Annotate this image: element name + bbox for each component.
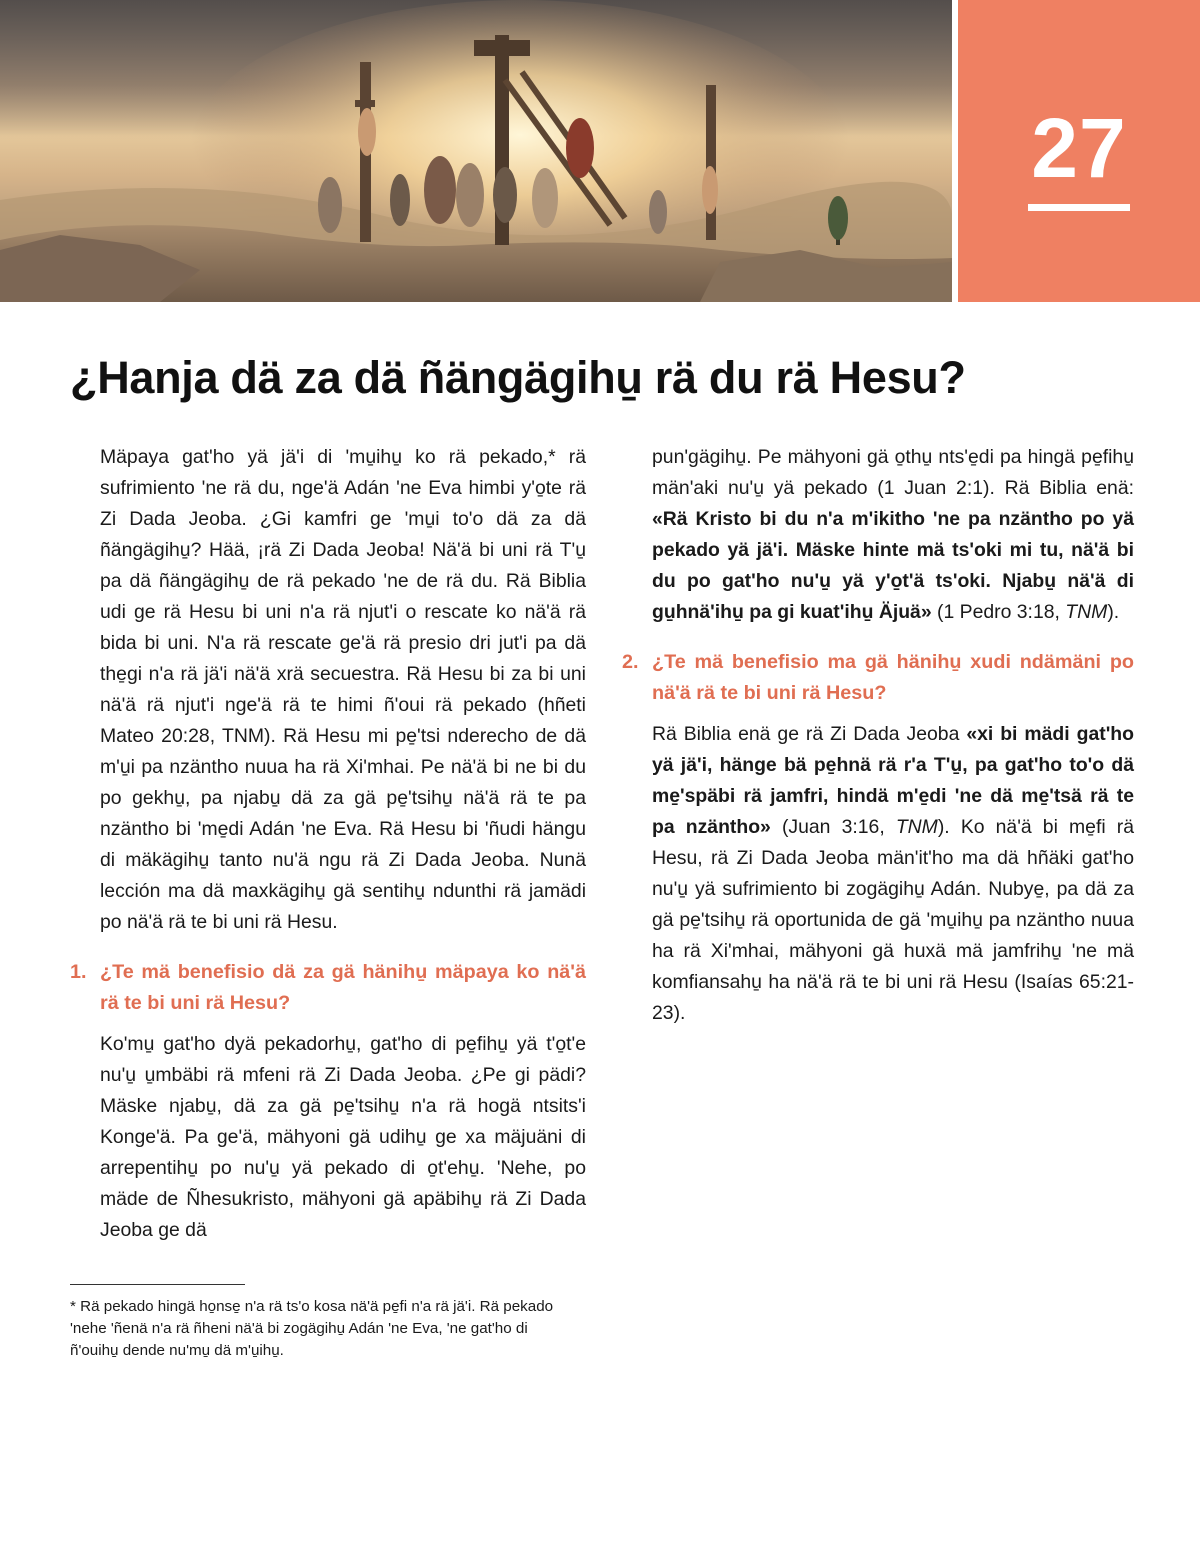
section1-question-text: ¿Te mä benefisio dä za gä hänihu̱ mäpaya ko nä'ä rä te bi uni rä Hesu? [100,961,586,1014]
section2-reference: (Juan 3:16, [770,816,896,838]
section2-answer [652,719,1134,1029]
section1-answer [100,1029,586,1246]
section1-reference: (1 Pedro 3:18, [931,601,1066,623]
section1-bible-quote: «Rä Kristo bi du n'a m'ikitho 'ne pa nzäntho po yä pekado yä jä'i. Mäske hinte mä ts'oki mi tu, nä'ä bi du po gat'ho nu'u̱ yä y'o̱t'ä ts'oki. Njabu̱ nä'ä di gu̱hnä'ihu̱ pa gi kuat'ihu̱ Äjuä» [652,508,1134,623]
section2-number: 2. [622,651,639,673]
intro-paragraph [100,442,586,938]
section2-question-text: ¿Te mä benefisio ma gä hänihu̱ xudi ndämäni po nä'ä rä te bi uni rä Hesu? [652,651,1134,704]
lesson-number-underline [1028,204,1130,211]
section1-answer-lead: pun'gägihu̱. Pe mähyoni gä o̱thu̱ nts'e̱di pa hingä pe̱fihu̱ män'aki nu'u̱ yä pekado (1 Juan 2:1). Rä Biblia enä: [652,446,1134,499]
hero-illustration [0,0,952,302]
section1-reference-end: ). [1107,601,1120,623]
section2-reference-abbrev: TNM [895,816,938,838]
left-column [70,442,586,1246]
section1-number: 1. [70,961,87,983]
section1-question [70,957,586,1019]
intro-text: Mäpaya gat'ho yä jä'i di 'mu̱ihu̱ ko rä pekado,* rä sufrimiento 'ne rä du, nge'ä Adán 'ne Eva himbi y'o̱te rä Zi Dada Jeoba. ¿Gi kamfri ge 'mu̱i to'o dä za dä ñängägihu̱? Hää, ¡rä Zi Dada Jeoba! Nä'ä bi uni rä T'u̱ pa dä ñängägihu̱ de rä pekado 'ne de rä du. Rä Biblia udi ge rä Hesu bi uni n'a rä njut'i o rescate ko nä'ä rä bida bi uni. N'a rä rescate ge'ä rä presio dri jut'i pa dä the̱gi n'a rä jä'i nä'ä xrä secuestra. Rä Hesu bi za bi uni nä'ä rä njut'i nge'ä rä te himi ñ'oui rä pekado (hñeti Mateo 20:28, TNM). Rä Hesu mi pe̱'tsi nderecho de dä m'u̱i pa nzäntho nuua ha rä Xi'mhai. Pe nä'ä bi ne bi du po gekhu̱, pa njabu̱ dä za gä pe̱'tsihu̱ nä'ä rä te pa nzäntho bi 'me̱di Adán 'ne Eva. Rä Hesu bi 'ñudi hängu di mäkägihu̱ tanto nu'ä ngu rä Zi Dada Jeoba. Nunä lección ma dä maxkägihu̱ gä sentihu̱ ndunthi rä jamädi po nä'ä rä te bi uni rä Hesu. [100,446,586,933]
crucifixion-illustration [0,0,952,302]
section2-answer-lead: Rä Biblia enä ge rä Zi Dada Jeoba [652,723,967,745]
section2-question [622,647,1134,709]
section1-answer-continued [652,442,1134,628]
section1-reference-abbrev: TNM [1065,601,1108,623]
section1-answer-text: Ko'mu̱ gat'ho dyä pekadorhu̱, gat'ho di pe̱fihu̱ yä t'o̱t'e nu'u̱ u̱mbäbi rä mfeni rä Zi Dada Jeoba. ¿Pe gi pädi? Mäske njabu̱, dä za gä pe̱'tsihu̱ n'a rä hogä ntsits'i Konge'ä. Pa ge'ä, mähyoni gä udihu̱ ge xa mäjuäni di arrepentihu̱ po nu'u̱ yä pekado di o̱t'ehu̱. 'Nehe, po mäde de Ñhesukristo, mähyoni gä apäbihu̱ rä Zi Dada Jeoba ge dä [100,1033,586,1241]
lesson-number-box [958,0,1200,302]
footnote: * Rä pekado hingä ho̱nse̱ n'a rä ts'o kosa nä'ä pe̱fi n'a rä jä'i. Rä pekado 'nehe 'ñenä n'a rä ñheni nä'ä bi zogägihu̱ Adán 'ne Eva, 'ne gat'ho di ñ'ouihu̱ dende nu'mu̱ dä m'u̱ihu̱. [70,1298,554,1359]
footnote-divider [70,1284,245,1285]
right-column [622,442,1135,1029]
page-title: ¿Hanja dä za dä ñängägihu̱ rä du rä Hesu? [70,352,966,403]
section2-answer-rest: Ko nä'ä bi me̱fi rä Hesu, rä Zi Dada Jeoba män'it'ho ma dä hñäki gat'ho nu'u̱ yä sufrimiento bi zogägihu̱ Adán. Nubye̱, pa dä za gä pe̱'tsihu̱ rä oportunida de gä 'mu̱ihu̱ pa nzäntho nuua ha rä Xi'mhai, mähyoni gä huxä mä jamfrihu̱ 'ne mä komfiansahu̱ ha nä'ä rä te bi uni rä Hesu (Isaías 65:21-23). [652,816,1135,1024]
lesson-number: 27 [1031,101,1127,195]
section2-bible-quote: «xi bi mädi gat'ho yä jä'i, hänge bä pe̱hnä rä r'a T'u̱, pa gat'ho to'o dä me̱'späbi rä jamfri, hindä m'e̱di 'ne dä me̱'tsä rä te pa nzäntho» [652,723,1134,838]
section2-reference-end: ). [937,816,961,838]
